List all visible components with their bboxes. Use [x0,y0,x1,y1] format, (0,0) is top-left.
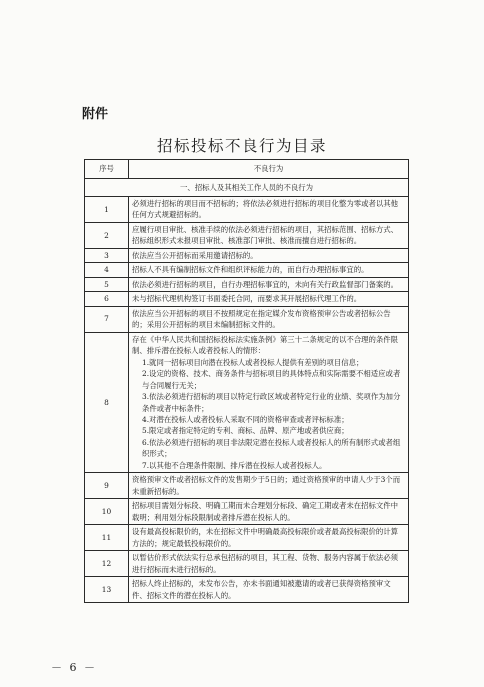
table-row [85,197,409,223]
description-line: 5.限定或者指定特定的专利、商标、品牌、原产地或者供应商； [142,426,349,436]
description-line: 资格预审文件或者招标文件的发售期少于5日的；通过资格预审的申请人少于3个而未重新招标的。 [132,475,401,496]
description-line: 依法应当公开招标而采用邀请招标的。 [132,250,258,260]
row-number: 8 [85,332,129,473]
description-line: 招标项目需划分标段、明确工期而未合理划分标段、确定工期或者未在招标文件中载明；利用划分标段限制或者排斥潜在投标人的。 [132,501,399,522]
row-number: 5 [85,277,129,291]
description-line: 应履行项目审批、核准手续的依法必须进行招标的项目，其招标范围、招标方式、招标组织形式未报项目审批、核准部门审批、核准而擅自进行招标的。 [132,224,399,246]
row-number: 2 [85,222,129,248]
table-row [85,248,409,262]
description-line: 4.对潜在投标人或者投标人采取不同的资格审查或者评标标准； [142,414,349,424]
description-line: 7.以其他不合理条件限制、排斥潜在投标人或者投标人。 [142,460,327,470]
description-line: 招标人终止招标的，未发布公告，亦未书面通知被邀请的或者已获得资格预审文件、招标文件的潜在投标人的。 [132,579,391,600]
row-number: 1 [85,197,129,223]
table-row [85,277,409,291]
row-description [129,525,409,551]
row-number: 3 [85,248,129,262]
description-line: 存在《中华人民共和国招标投标法实施条例》第三十二条规定的以不合理的条件限制、排斥潜在投标人或者投标人的情形： [132,334,399,356]
category-row [85,179,409,197]
row-number: 11 [85,525,129,551]
header-misconduct: 不良行为 [129,160,409,179]
table-row [85,306,409,332]
row-number: 4 [85,263,129,277]
row-description [129,248,409,262]
row-description [129,499,409,525]
row-number: 12 [85,551,129,577]
row-number: 10 [85,499,129,525]
row-description [129,551,409,577]
table-row [85,499,409,525]
attachment-label: 附件 [82,107,109,122]
row-number: 9 [85,473,129,499]
row-description [129,577,409,603]
description-line: 依法应当公开招标的项目不按照规定在指定媒介发布资格预审公告或者招标公告的；采用公开招标的项目未编制招标文件的。 [132,308,391,330]
table-row [85,263,409,277]
table-row [85,292,409,306]
row-number: 7 [85,306,129,332]
header-serial-number: 序号 [85,160,129,179]
row-number: 6 [85,292,129,306]
description-line: 设有最高投标限价的，未在招标文件中明确最高投标限价或者最高投标限价的计算方法的；规定最低投标限价的。 [132,527,399,548]
row-description [129,473,409,499]
table-row [85,332,409,473]
description-line: 3.依法必须进行招标的项目以特定行政区域或者特定行业的业绩、奖项作为加分条件或者中标条件； [142,392,401,413]
description-line: 以暂估价形式依法实行总承包招标的项目，其工程、货物、服务内容属于依法必须进行招标而未进行招标的。 [132,553,399,574]
row-description [129,292,409,306]
description-line: 1.就同一招标项目向潜在投标人或者投标人提供有差别的项目信息； [142,357,364,367]
description-line: 2.设定的资格、技术、商务条件与招标项目的具体特点和实际需要不相适应或者与合同履行无关； [142,369,401,390]
table-row [85,551,409,577]
description-line: 6.依法必须进行招标的项目非法限定潜在投标人或者投标人的所有制形式或者组织形式； [142,437,401,459]
category-heading: 一、招标人及其相关工作人员的不良行为 [85,179,409,197]
description-line: 招标人不具有编制招标文件和组织评标能力的，而自行办理招标事宜的。 [132,265,369,275]
page-number: － 6 － [51,661,97,674]
row-description [129,222,409,248]
document-title: 招标投标不良行为目录 [156,137,327,155]
table-row [85,473,409,499]
misconduct-catalog-table [84,159,409,603]
row-description [129,263,409,277]
table-row [85,222,409,248]
row-description [129,277,409,291]
description-line: 必须进行招标的项目而不招标的；将依法必须进行招标的项目化整为零或者以其他任何方式规避招标的。 [132,199,399,220]
description-line: 依法必须进行招标的项目，自行办理招标事宜的，未向有关行政监督部门备案的。 [132,279,399,289]
row-description [129,332,409,473]
description-line: 未与招标代理机构签订书面委托合同，而要求其开展招标代理工作的。 [132,294,362,304]
row-number: 13 [85,577,129,603]
table-header-row [85,160,409,179]
table-row [85,525,409,551]
table-row [85,577,409,603]
row-description [129,306,409,332]
row-description [129,197,409,223]
